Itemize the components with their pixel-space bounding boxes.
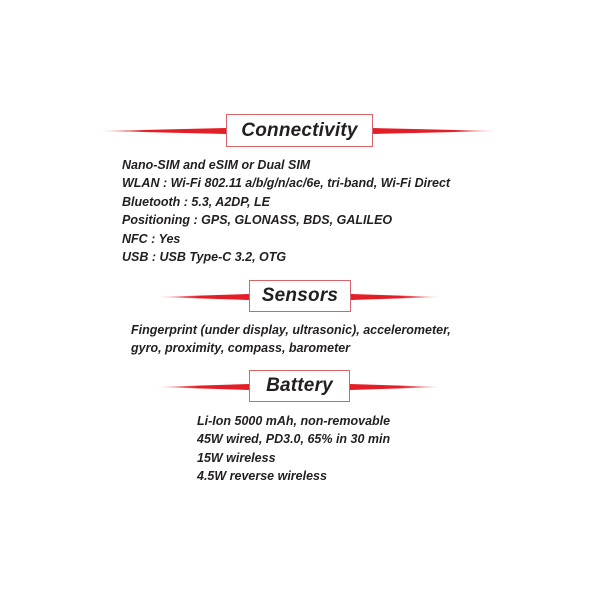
sensors-header (156, 280, 443, 314)
spec-line-reverse-wireless: 4.5W reverse wireless (197, 469, 327, 484)
spec-line-wireless-charging: 15W wireless (197, 450, 276, 465)
connectivity-title-box (226, 114, 373, 147)
connectivity-specs (122, 156, 450, 266)
sensors-title: Sensors (261, 285, 339, 306)
sensors-specs (131, 321, 451, 358)
spec-line-sim: Nano-SIM and eSIM or Dual SIM (122, 158, 311, 172)
sensors-title-box (249, 280, 351, 312)
spec-line-wired-charging: 45W wired, PD3.0, 65% in 30 min (197, 432, 391, 447)
spec-line-sensors-1: Fingerprint (under display, ultrasonic), accelerometer, (131, 323, 451, 337)
spec-line-battery-capacity: Li-Ion 5000 mAh, non-removable (197, 414, 391, 428)
spec-line-positioning: Positioning : GPS, GLONASS, BDS, GALILEO (122, 213, 393, 228)
connectivity-title: Connectivity (241, 119, 358, 141)
spec-line-wlan: WLAN : Wi-Fi 802.11 a/b/g/n/ac/6e, tri-band, Wi-Fi Direct (122, 176, 451, 191)
battery-specs (197, 412, 390, 486)
spec-line-usb: USB : USB Type-C 3.2, OTG (122, 250, 287, 265)
spec-line-sensors-2: gyro, proximity, compass, barometer (131, 341, 351, 356)
battery-header (155, 370, 443, 404)
battery-title-box (249, 370, 350, 402)
battery-title: Battery (266, 375, 333, 396)
connectivity-header (98, 114, 500, 148)
spec-line-bluetooth: Bluetooth : 5.3, A2DP, LE (122, 194, 270, 209)
spec-line-nfc: NFC : Yes (122, 231, 181, 246)
